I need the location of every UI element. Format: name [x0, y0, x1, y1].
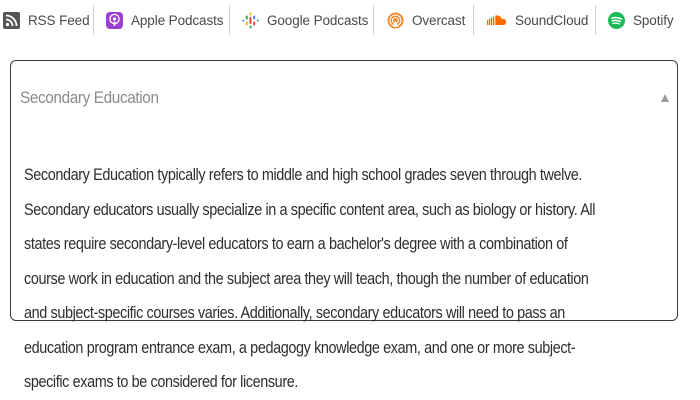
accordion-body-text: Secondary Education typically refers to middle and high school grades seven through twelve. Secondary educators usually specialize in a specific content area, such as biology or history. All states require secondary-level educators to earn a bachelor's degree with a combination of course work in education and the subject area they will teach, though the number of education and subject-specific courses varies. Additionally, secondary educators will need to pass an education program entrance exam, a pedagogy knowledge exam, and one or more subject-specific exams to be considered for licensure. [24, 166, 596, 391]
podcast-subscribe-bar [0, 0, 700, 40]
separator [229, 5, 230, 35]
apple-podcasts-icon [106, 12, 123, 29]
soundcloud-label: SoundCloud [515, 12, 589, 28]
separator [93, 5, 94, 35]
apple-podcasts-label: Apple Podcasts [131, 12, 224, 28]
google-podcasts-icon [242, 12, 259, 29]
caret-up-icon[interactable] [661, 94, 669, 102]
google-podcasts-label: Google Podcasts [267, 12, 369, 28]
accordion-header[interactable] [11, 61, 677, 133]
spotify-link[interactable] [608, 6, 674, 34]
overcast-link[interactable] [387, 6, 465, 34]
soundcloud-icon [487, 12, 507, 29]
rss-feed-label: RSS Feed [28, 12, 90, 28]
spotify-icon [608, 12, 625, 29]
overcast-icon [387, 12, 404, 29]
accordion-title: Secondary Education [20, 88, 159, 107]
overcast-label: Overcast [412, 12, 466, 28]
rss-icon [3, 12, 20, 29]
rss-feed-link[interactable] [3, 6, 89, 34]
soundcloud-link[interactable] [487, 6, 588, 34]
spotify-label: Spotify [633, 12, 674, 28]
google-podcasts-link[interactable] [242, 6, 368, 34]
separator [473, 5, 474, 35]
separator [595, 5, 596, 35]
apple-podcasts-link[interactable] [106, 6, 223, 34]
separator [373, 5, 374, 35]
